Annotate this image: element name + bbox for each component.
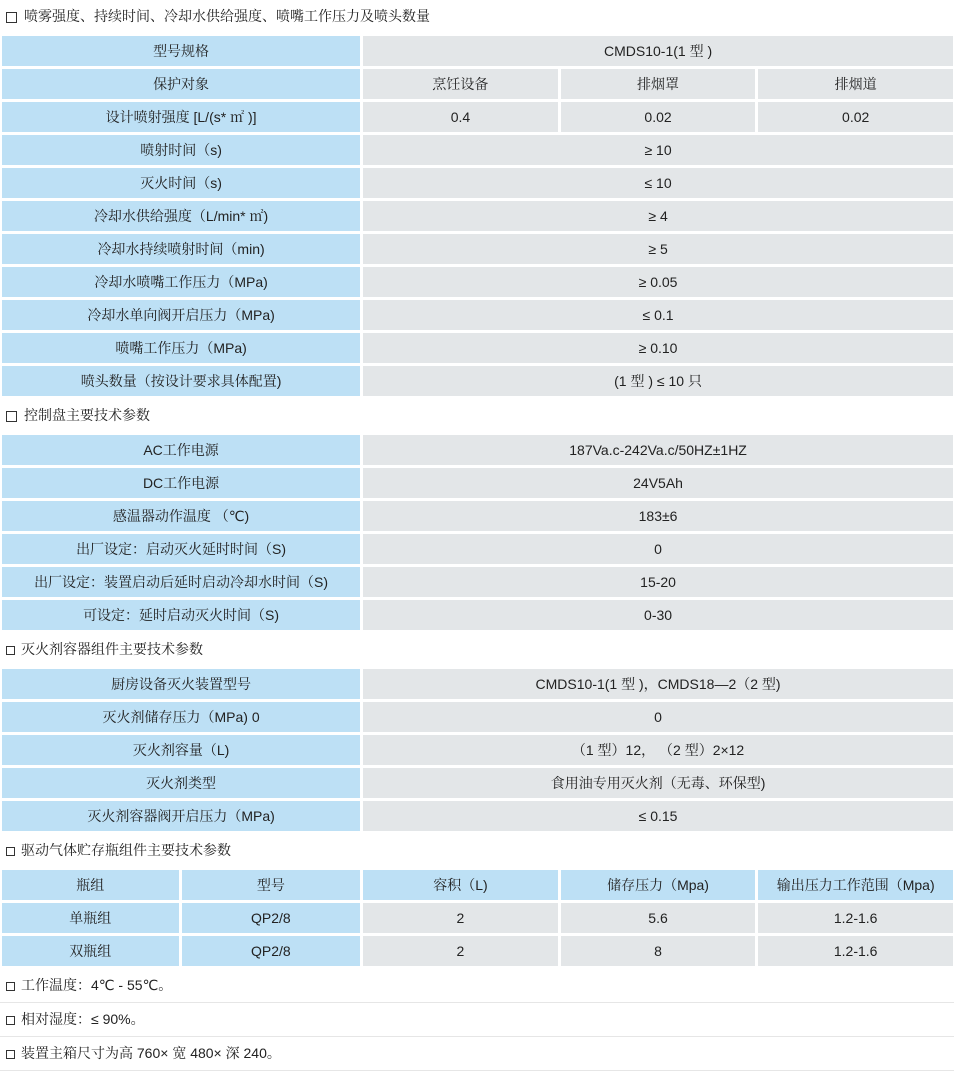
- row-value: ≥ 10: [363, 135, 953, 165]
- row-label: 灭火剂容器阀开启压力（MPa): [2, 801, 360, 831]
- table-row: [2, 333, 953, 363]
- column-header: 输出压力工作范围（Mpa): [758, 870, 953, 900]
- row-label: 感温器动作温度 （℃): [2, 501, 360, 531]
- table-row: [2, 300, 953, 330]
- row-value: 食用油专用灭火剂（无毒、环保型): [363, 768, 953, 798]
- row-label: 灭火剂容量（L): [2, 735, 360, 765]
- row-label: 单瓶组: [2, 903, 179, 933]
- section-title-gas: [0, 834, 954, 867]
- row-value: (1 型 ) ≤ 10 只: [363, 366, 953, 396]
- row-label: 厨房设备灭火装置型号: [2, 669, 360, 699]
- row-value: ≤ 0.1: [363, 300, 953, 330]
- row-value: CMDS10-1(1 型 )，CMDS18—2（2 型): [363, 669, 953, 699]
- table-row: [2, 534, 953, 564]
- protect-target: 烹饪设备: [363, 69, 558, 99]
- checkbox-square-icon: [6, 1016, 15, 1025]
- model-label: 型号规格: [2, 36, 360, 66]
- section-title-text: 驱动气体贮存瓶组件主要技术参数: [21, 842, 231, 858]
- table-row: [2, 234, 953, 264]
- table-row: [2, 600, 953, 630]
- row-label: 冷却水持续喷射时间（min): [2, 234, 360, 264]
- row-value: ≤ 10: [363, 168, 953, 198]
- section-title-text: 控制盘主要技术参数: [24, 407, 150, 423]
- section-title-text: 灭火剂容器组件主要技术参数: [21, 641, 203, 657]
- table-row: [2, 735, 953, 765]
- column-header: 型号: [182, 870, 361, 900]
- checkbox-square-icon: [6, 646, 15, 655]
- row-label: 喷头数量（按设计要求具体配置): [2, 366, 360, 396]
- row-value: （1 型）12， （2 型）2×12: [363, 735, 953, 765]
- checkbox-square-icon: [6, 982, 15, 991]
- note-item: [0, 1037, 954, 1071]
- protect-target: 排烟道: [758, 69, 953, 99]
- row-label: 喷射时间（s): [2, 135, 360, 165]
- row-value: ≥ 4: [363, 201, 953, 231]
- intensity-value: 0.4: [363, 102, 558, 132]
- spray-table: [0, 33, 954, 399]
- gas-table: [0, 867, 954, 969]
- checkbox-square-icon: [6, 12, 17, 23]
- container-table: [0, 666, 954, 834]
- row-label: 冷却水供给强度（L/min* ㎡): [2, 201, 360, 231]
- row-label: 灭火剂类型: [2, 768, 360, 798]
- control-table: [0, 432, 954, 633]
- note-text: 相对湿度：≤ 90%。: [21, 1011, 145, 1027]
- table-row: [2, 669, 953, 699]
- row-label: DC工作电源: [2, 468, 360, 498]
- section-title-spray: [0, 0, 954, 33]
- table-row: [2, 801, 953, 831]
- table-cell: QP2/8: [182, 936, 361, 966]
- row-value: ≤ 0.15: [363, 801, 953, 831]
- table-row: [2, 768, 953, 798]
- row-value: 24V5Ah: [363, 468, 953, 498]
- table-row: [2, 69, 953, 99]
- checkbox-square-icon: [6, 847, 15, 856]
- row-label: 冷却水喷嘴工作压力（MPa): [2, 267, 360, 297]
- checkbox-square-icon: [6, 411, 17, 422]
- table-row: [2, 501, 953, 531]
- row-value: 15-20: [363, 567, 953, 597]
- row-label: 冷却水单向阀开启压力（MPa): [2, 300, 360, 330]
- table-row: [2, 936, 953, 966]
- section-title-control: [0, 399, 954, 432]
- column-header: 瓶组: [2, 870, 179, 900]
- table-row: [2, 567, 953, 597]
- table-row: [2, 267, 953, 297]
- table-row: [2, 36, 953, 66]
- protect-label: 保护对象: [2, 69, 360, 99]
- section-title-text: 喷雾强度、持续时间、冷却水供给强度、喷嘴工作压力及喷头数量: [24, 8, 430, 24]
- row-label: 灭火剂储存压力（MPa) 0: [2, 702, 360, 732]
- note-text: 装置主箱尺寸为高 760× 宽 480× 深 240。: [21, 1045, 281, 1061]
- row-label: 可设定：延时启动灭火时间（S): [2, 600, 360, 630]
- protect-target: 排烟罩: [561, 69, 756, 99]
- row-label: 出厂设定：装置启动后延时启动冷却水时间（S): [2, 567, 360, 597]
- table-row: [2, 702, 953, 732]
- table-cell: 2: [363, 903, 558, 933]
- table-header-row: [2, 870, 953, 900]
- intensity-value: 0.02: [561, 102, 756, 132]
- row-label: 喷嘴工作压力（MPa): [2, 333, 360, 363]
- column-header: 容积（L): [363, 870, 558, 900]
- table-cell: 2: [363, 936, 558, 966]
- row-label: 出厂设定：启动灭火延时时间（S): [2, 534, 360, 564]
- row-value: 187Va.c-242Va.c/50HZ±1HZ: [363, 435, 953, 465]
- row-label: AC工作电源: [2, 435, 360, 465]
- intensity-label: 设计喷射强度 [L/(s* ㎡ )]: [2, 102, 360, 132]
- table-row: [2, 468, 953, 498]
- note-item: [0, 969, 954, 1003]
- table-row: [2, 435, 953, 465]
- row-value: ≥ 0.10: [363, 333, 953, 363]
- intensity-value: 0.02: [758, 102, 953, 132]
- row-value: ≥ 5: [363, 234, 953, 264]
- table-cell: 8: [561, 936, 756, 966]
- model-value: CMDS10-1(1 型 ): [363, 36, 953, 66]
- row-value: 0-30: [363, 600, 953, 630]
- row-label: 灭火时间（s): [2, 168, 360, 198]
- table-row: [2, 201, 953, 231]
- column-header: 储存压力（Mpa): [561, 870, 756, 900]
- note-text: 工作温度：4℃ - 55℃。: [21, 977, 173, 993]
- table-cell: QP2/8: [182, 903, 361, 933]
- table-row: [2, 135, 953, 165]
- row-value: 0: [363, 534, 953, 564]
- table-cell: 1.2-1.6: [758, 936, 953, 966]
- section-title-container: [0, 633, 954, 666]
- row-value: 0: [363, 702, 953, 732]
- table-cell: 1.2-1.6: [758, 903, 953, 933]
- table-cell: 5.6: [561, 903, 756, 933]
- table-row: [2, 903, 953, 933]
- note-item: [0, 1003, 954, 1037]
- row-value: 183±6: [363, 501, 953, 531]
- row-value: ≥ 0.05: [363, 267, 953, 297]
- checkbox-square-icon: [6, 1050, 15, 1059]
- table-row: [2, 102, 953, 132]
- table-row: [2, 366, 953, 396]
- table-row: [2, 168, 953, 198]
- row-label: 双瓶组: [2, 936, 179, 966]
